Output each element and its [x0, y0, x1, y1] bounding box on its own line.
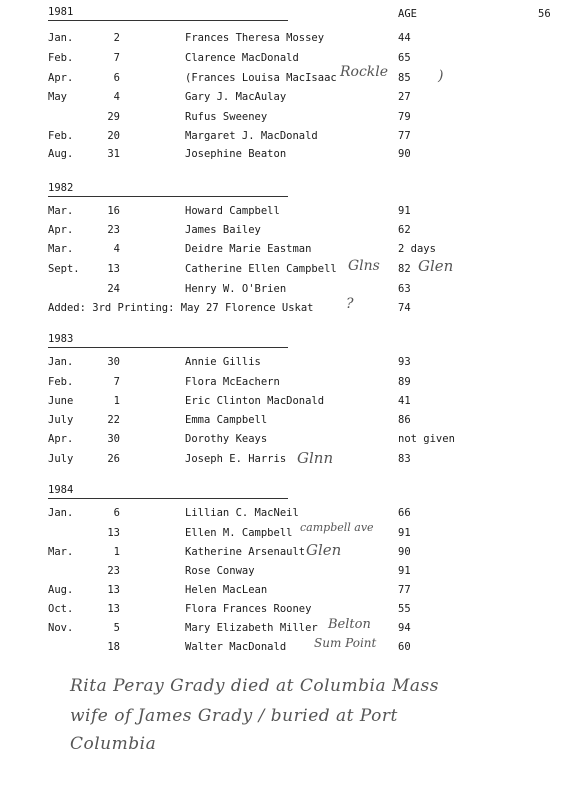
handwritten-note: Glen	[306, 541, 342, 559]
age: 77	[398, 130, 411, 142]
day: 23	[107, 565, 120, 577]
month: Aug.	[48, 148, 74, 160]
table-row	[0, 433, 578, 448]
month: July	[48, 453, 74, 465]
age: 91	[398, 527, 411, 539]
table-row	[0, 507, 578, 522]
name: Emma Campbell	[185, 414, 268, 426]
month: Apr.	[48, 72, 74, 84]
name: Howard Campbell	[185, 205, 280, 217]
handwritten-note: Belton	[328, 617, 371, 632]
day: 13	[107, 603, 120, 615]
handwritten-note: ?	[346, 296, 354, 312]
name: Rose Conway	[185, 565, 255, 577]
month: May	[48, 91, 67, 103]
age: 82	[398, 263, 411, 275]
age: 62	[398, 224, 411, 236]
name: Walter MacDonald	[185, 641, 287, 653]
handwritten-note: Sum Point	[314, 636, 377, 650]
year-heading-1981: 1981	[48, 6, 288, 21]
day: 7	[113, 376, 120, 388]
month: Feb.	[48, 52, 74, 64]
table-row	[0, 395, 578, 410]
handwritten-bottom-note-line: Rita Peray Grady died at Columbia Mass	[70, 676, 439, 696]
name: Rufus Sweeney	[185, 111, 268, 123]
table-row	[0, 263, 578, 278]
month: Apr.	[48, 433, 74, 445]
table-row	[0, 603, 578, 618]
age: 90	[398, 546, 411, 558]
day: 4	[113, 91, 120, 103]
age: 86	[398, 414, 411, 426]
name: Annie Gillis	[185, 356, 261, 368]
day: 22	[107, 414, 120, 426]
name: Mary Elizabeth Miller	[185, 622, 318, 634]
age: 90	[398, 148, 411, 160]
month: Mar.	[48, 546, 74, 558]
handwritten-bottom-note-line: wife of James Grady / buried at Port	[70, 706, 398, 726]
name: (Frances Louisa MacIsaac	[185, 72, 337, 84]
day: 7	[113, 52, 120, 64]
year-heading-1983: 1983	[48, 333, 288, 348]
age: 91	[398, 565, 411, 577]
month: Feb.	[48, 130, 74, 142]
handwritten-note: Glen	[418, 257, 454, 275]
age: 85	[398, 72, 411, 84]
table-row	[0, 243, 578, 258]
table-row	[0, 356, 578, 371]
table-row	[0, 130, 578, 145]
table-row	[0, 111, 578, 126]
day: 20	[107, 130, 120, 142]
page-number: 56	[538, 8, 551, 20]
table-row	[0, 414, 578, 429]
day: 13	[107, 527, 120, 539]
month: Aug.	[48, 584, 74, 596]
table-row	[0, 224, 578, 239]
month: Jan.	[48, 507, 74, 519]
added-entry-text: Added: 3rd Printing: May 27 Florence Uskat	[48, 302, 314, 314]
day: 18	[107, 641, 120, 653]
name: Eric Clinton MacDonald	[185, 395, 325, 407]
day: 2	[113, 32, 120, 44]
month: Mar.	[48, 205, 74, 217]
name: Katherine Arsenault	[185, 546, 306, 558]
day: 13	[107, 263, 120, 275]
name: Dorothy Keays	[185, 433, 268, 445]
age: 63	[398, 283, 411, 295]
name: Henry W. O'Brien	[185, 283, 287, 295]
age: 94	[398, 622, 411, 634]
name: Ellen M. Campbell	[185, 527, 293, 539]
day: 31	[107, 148, 120, 160]
name: Margaret J. MacDonald	[185, 130, 318, 142]
table-row	[0, 527, 578, 542]
name: Flora Frances Rooney	[185, 603, 312, 615]
name: Flora McEachern	[185, 376, 280, 388]
month: Apr.	[48, 224, 74, 236]
month: Sept.	[48, 263, 80, 275]
name: Joseph E. Harris	[185, 453, 287, 465]
table-row	[0, 72, 578, 87]
table-row	[0, 376, 578, 391]
age: 79	[398, 111, 411, 123]
table-row	[0, 283, 578, 298]
table-row	[0, 453, 578, 468]
name: Deidre Marie Eastman	[185, 243, 312, 255]
name: Helen MacLean	[185, 584, 268, 596]
age: 66	[398, 507, 411, 519]
age: 60	[398, 641, 411, 653]
name: Catherine Ellen Campbell	[185, 263, 337, 275]
name: Clarence MacDonald	[185, 52, 299, 64]
day: 6	[113, 507, 120, 519]
day: 16	[107, 205, 120, 217]
month: Nov.	[48, 622, 74, 634]
age: 89	[398, 376, 411, 388]
name: Gary J. MacAulay	[185, 91, 287, 103]
day: 26	[107, 453, 120, 465]
day: 30	[107, 433, 120, 445]
table-row	[0, 52, 578, 67]
age: 44	[398, 32, 411, 44]
table-row	[0, 584, 578, 599]
name: James Bailey	[185, 224, 261, 236]
month: Jan.	[48, 356, 74, 368]
table-row	[0, 641, 578, 656]
age: 74	[398, 302, 411, 314]
name: Frances Theresa Mossey	[185, 32, 325, 44]
age: 55	[398, 603, 411, 615]
month: Feb.	[48, 376, 74, 388]
day: 4	[113, 243, 120, 255]
day: 1	[113, 546, 120, 558]
handwritten-note: Rockle	[340, 64, 389, 80]
day: 1	[113, 395, 120, 407]
age: 91	[398, 205, 411, 217]
handwritten-note: Glnn	[297, 449, 334, 467]
table-row	[0, 622, 578, 637]
age: 27	[398, 91, 411, 103]
table-row	[0, 565, 578, 580]
day: 23	[107, 224, 120, 236]
year-heading-1982: 1982	[48, 182, 288, 197]
table-row	[0, 91, 578, 106]
age: 77	[398, 584, 411, 596]
name: Lillian C. MacNeil	[185, 507, 299, 519]
handwritten-bottom-note-line: Columbia	[70, 734, 157, 754]
handwritten-note: )	[438, 68, 444, 84]
age: 41	[398, 395, 411, 407]
day: 13	[107, 584, 120, 596]
age: not given	[398, 433, 455, 445]
month: Oct.	[48, 603, 74, 615]
table-row	[0, 205, 578, 220]
table-row	[0, 546, 578, 561]
month: Mar.	[48, 243, 74, 255]
day: 30	[107, 356, 120, 368]
age-column-header: AGE	[398, 8, 417, 20]
day: 29	[107, 111, 120, 123]
age: 93	[398, 356, 411, 368]
month: June	[48, 395, 74, 407]
day: 6	[113, 72, 120, 84]
day: 24	[107, 283, 120, 295]
year-heading-1984: 1984	[48, 484, 288, 499]
table-row	[0, 32, 578, 47]
age: 65	[398, 52, 411, 64]
month: Jan.	[48, 32, 74, 44]
name: Josephine Beaton	[185, 148, 287, 160]
handwritten-note: campbell ave	[300, 521, 374, 534]
added-entry-row	[0, 302, 578, 317]
age: 2 days	[398, 243, 436, 255]
month: July	[48, 414, 74, 426]
handwritten-note: Glns	[348, 258, 380, 274]
table-row	[0, 148, 578, 163]
day: 5	[113, 622, 120, 634]
age: 83	[398, 453, 411, 465]
